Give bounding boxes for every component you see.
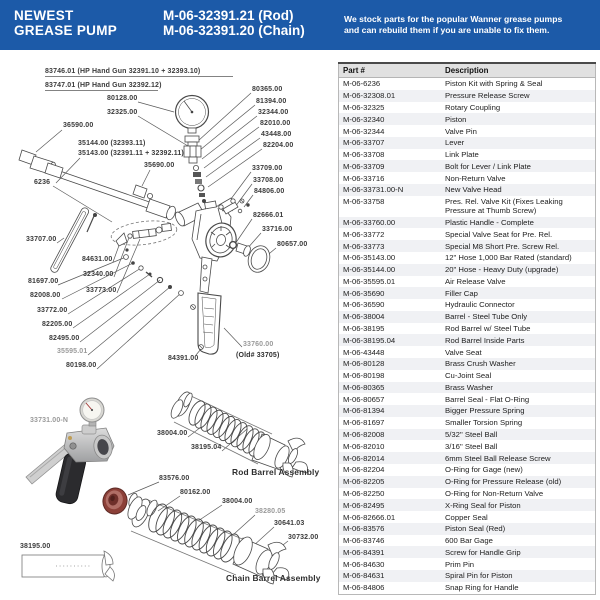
description-cell: Bigger Pressure Spring — [445, 406, 525, 416]
diagram-label: 33773.00 — [86, 287, 117, 294]
part-number-cell: M-06-35143.00 — [343, 253, 396, 263]
description-cell: New Valve Head — [445, 185, 502, 195]
diagram-label: 82008.00 — [30, 292, 61, 299]
description-cell: Piston — [445, 114, 467, 124]
description-cell: O-Ring for Non-Return Valve — [445, 488, 544, 498]
part-number-cell: M-06-81394 — [343, 406, 385, 416]
table-row — [339, 535, 596, 547]
table-row — [339, 452, 596, 464]
part-number-cell: M-06-32344 — [343, 126, 385, 136]
diagram-label: 81697.00 — [28, 278, 59, 285]
part-number-cell: M-06-82666.01 — [343, 512, 396, 522]
part-number-cell: M-06-33772 — [343, 229, 385, 239]
table-row — [339, 417, 596, 429]
brand-title-line1: NEWEST — [14, 8, 74, 23]
diagram-label: 38195.00 — [20, 543, 51, 550]
chain-barrel-art — [125, 492, 289, 584]
plastic-handle-art — [191, 293, 221, 354]
head-seals-art — [230, 242, 274, 275]
table-row — [339, 523, 596, 535]
diagram-label: 35143.00 (32391.11 + 32392.11) — [78, 150, 184, 157]
description-cell: Piston Seal (Red) — [445, 524, 506, 534]
diagram-label: 35690.00 — [144, 162, 175, 169]
part-number-cell: M-06-82010 — [343, 441, 385, 451]
description-cell: Piston Kit with Spring & Seal — [445, 79, 543, 89]
piston-assembly-art — [110, 218, 178, 249]
diagram-label: 33708.00 — [253, 177, 284, 184]
diagram-label: 33760.00 — [243, 341, 274, 348]
small-parts-art — [124, 248, 184, 295]
description-cell: Rod Barrel w/ Steel Tube — [445, 324, 531, 334]
table-row — [339, 546, 596, 558]
part-number-cell: M-06-38195 — [343, 324, 385, 334]
description-cell: Snap Ring for Handle — [445, 583, 519, 593]
column-header: Description — [441, 63, 596, 78]
table-row — [339, 488, 596, 500]
description-cell: X-Ring Seal for Piston — [445, 500, 521, 510]
description-cell: Air Release Valve — [445, 276, 506, 286]
diagram-label: 84806.00 — [254, 188, 285, 195]
description-cell: 5/32" Steel Ball — [445, 430, 498, 440]
diagram-label: 32344.00 — [258, 109, 289, 116]
description-cell: Plastic Handle - Complete — [445, 217, 534, 227]
diagram-label: 33707.00 — [26, 236, 57, 243]
part-number-cell: M-06-38004 — [343, 312, 385, 322]
part-number-cell: M-06-82008 — [343, 430, 385, 440]
diagram-label: 38004.00 — [157, 430, 188, 437]
diagram-label: 30641.03 — [274, 520, 305, 527]
table-row — [339, 287, 596, 299]
diagram-label: Rod Barrel Assembly — [232, 467, 320, 477]
description-cell: 3/16" Steel Ball — [445, 441, 498, 451]
table-row — [339, 464, 596, 476]
table-row — [339, 102, 596, 114]
diagram-label: 84391.00 — [168, 355, 199, 362]
description-cell: Link Plate — [445, 150, 479, 160]
stock-note-line2: and can rebuild them if you are unable to fix them. — [344, 25, 550, 35]
diagram-label: 6236 — [34, 179, 51, 186]
brand-title-line2: GREASE PUMP — [14, 23, 118, 38]
diagram-label: 82010.00 — [260, 120, 291, 127]
diagram-label: 33731.00-N — [30, 417, 69, 424]
table-row — [339, 172, 596, 184]
part-number-cell: M-06-33708 — [343, 150, 385, 160]
diagram-label: Chain Barrel Assembly — [226, 573, 321, 583]
description-cell: Copper Seal — [445, 512, 488, 522]
diagram-label: 83576.00 — [159, 475, 190, 482]
diagram-label: 32340.00 — [83, 271, 114, 278]
part-number-cell: M-06-35144.00 — [343, 265, 396, 275]
model-number-chain: M-06-32391.20 (Chain) — [163, 23, 305, 38]
stock-note-line1: We stock parts for the popular Wanner grease pumps — [344, 14, 563, 24]
part-number-cell: M-06-33758 — [343, 197, 385, 207]
model-number-rod: M-06-32391.21 (Rod) — [163, 8, 294, 23]
table-row — [339, 370, 596, 382]
table-row — [339, 78, 596, 90]
part-number-cell: M-06-82014 — [343, 453, 385, 463]
description-cell: Brass Crush Washer — [445, 359, 516, 369]
description-cell: Prim Pin — [445, 559, 475, 569]
diagram-label: 38004.00 — [222, 498, 253, 505]
diagram-label: 80162.00 — [180, 489, 211, 496]
diagram-label: 35144.00 (32393.11) — [78, 140, 146, 147]
diagram-label: 83747.01 (HP Hand Gun 32392.12) — [45, 82, 162, 89]
diagram-label: 35595.01 — [57, 348, 88, 355]
description-cell: 20" Hose - Heavy Duty (upgrade) — [445, 265, 559, 275]
part-number-cell: M-06-82205 — [343, 477, 385, 487]
diagram-label: 82666.01 — [253, 212, 284, 219]
diagram-label: 83746.01 (HP Hand Gun 32391.10 + 32393.10) — [45, 68, 201, 75]
part-number-cell: M-06-36590 — [343, 300, 385, 310]
description-cell: Bolt for Lever / Link Plate — [445, 161, 531, 171]
table-row — [339, 393, 596, 405]
diagram-label: 33716.00 — [262, 226, 293, 233]
table-row — [339, 137, 596, 149]
description-cell: O-Ring for Pressure Release (old) — [445, 477, 562, 487]
description-cell: Cu-Joint Seal — [445, 371, 492, 381]
column-header: Part # — [339, 63, 442, 78]
description-cell: Pres. Rel. Valve Kit (Fixes Leaking Pressure at Thumb Screw) — [445, 197, 563, 216]
part-number-cell: M-06-82250 — [343, 488, 385, 498]
diagram-label: 30732.00 — [288, 534, 319, 541]
diagram-label: 43448.00 — [261, 131, 292, 138]
handgun-photo-art — [26, 398, 114, 505]
table-row — [339, 570, 596, 582]
part-number-cell: M-06-84806 — [343, 583, 385, 593]
description-cell: Spiral Pin for Piston — [445, 571, 513, 581]
description-cell: 6mm Steel Ball Release Screw — [445, 453, 551, 463]
table-row — [339, 405, 596, 417]
diagram-label: 36590.00 — [63, 122, 94, 129]
diagram-label: 80128.00 — [107, 95, 138, 102]
parts-table-head — [339, 63, 596, 78]
diagram-label: 33709.00 — [252, 165, 283, 172]
description-cell: Special Valve Seat for Pre. Rel. — [445, 229, 553, 239]
description-cell: Smaller Torsion Spring — [445, 418, 523, 428]
part-number-cell: M-06-33731.00-N — [343, 185, 404, 195]
part-number-cell: M-06-33716 — [343, 173, 385, 183]
part-number-cell: M-06-80198 — [343, 371, 385, 381]
table-row — [339, 228, 596, 240]
part-number-cell: M-06-80128 — [343, 359, 385, 369]
description-cell: Rotary Coupling — [445, 102, 501, 112]
rod-barrel-art — [169, 390, 308, 477]
part-number-cell: M-06-33707 — [343, 138, 385, 148]
part-number-cell: M-06-43448 — [343, 347, 385, 357]
part-number-cell: M-06-84631 — [343, 571, 385, 581]
description-cell: Pressure Release Screw — [445, 91, 530, 101]
part-number-cell: M-06-84630 — [343, 559, 385, 569]
diagram-label: 80365.00 — [252, 86, 283, 93]
diagram-label: 38195.04 — [191, 444, 222, 451]
parts-table — [338, 62, 596, 595]
plain-barrel-art — [22, 551, 114, 581]
description-cell: Non-Return Valve — [445, 173, 506, 183]
prim-pin-art — [87, 213, 97, 232]
table-row — [339, 476, 596, 488]
part-number-cell: M-06-82495 — [343, 500, 385, 510]
red-piston-seal-art — [100, 485, 130, 516]
description-cell: Valve Pin — [445, 126, 477, 136]
part-number-cell: M-06-32308.01 — [343, 91, 396, 101]
table-row — [339, 90, 596, 102]
part-number-cell: M-06-38195.04 — [343, 335, 396, 345]
part-number-cell: M-06-6236 — [343, 79, 381, 89]
table-row — [339, 276, 596, 288]
part-number-cell: M-06-84391 — [343, 547, 385, 557]
part-number-cell: M-06-83746 — [343, 536, 385, 546]
description-cell: Lever — [445, 138, 465, 148]
diagram-label: 38280.05 — [255, 508, 286, 515]
part-number-cell: M-06-80365 — [343, 382, 385, 392]
table-row — [339, 299, 596, 311]
filler-cap-art — [133, 185, 153, 199]
diagram-label: 84631.00 — [82, 256, 113, 263]
description-cell: Rod Barrel Inside Parts — [445, 335, 525, 345]
description-cell: Filler Cap — [445, 288, 478, 298]
diagram-label: 82205.00 — [42, 321, 73, 328]
part-number-cell: M-06-80657 — [343, 394, 385, 404]
part-number-cell: M-06-33773 — [343, 241, 385, 251]
table-row — [339, 240, 596, 252]
table-row — [339, 113, 596, 125]
header-row — [339, 63, 596, 78]
table-row — [339, 184, 596, 196]
table-row — [339, 499, 596, 511]
diagram-label: 80657.00 — [277, 241, 308, 248]
hose-art — [45, 163, 177, 221]
table-row — [339, 358, 596, 370]
table-row — [339, 382, 596, 394]
part-number-cell: M-06-32340 — [343, 114, 385, 124]
pressure-gauge-art — [176, 96, 209, 164]
table-row — [339, 323, 596, 335]
description-cell: Hydraulic Connector — [445, 300, 515, 310]
description-cell: 12" Hose 1,000 Bar Rated (standard) — [445, 253, 572, 263]
part-number-cell: M-06-81697 — [343, 418, 385, 428]
diagram-label: 80198.00 — [66, 362, 97, 369]
diagram-label: (Old# 33705) — [236, 352, 280, 359]
description-cell: 600 Bar Gage — [445, 536, 493, 546]
description-cell: Brass Washer — [445, 382, 493, 392]
part-number-cell: M-06-35690 — [343, 288, 385, 298]
table-row — [339, 511, 596, 523]
part-number-cell: M-06-83576 — [343, 524, 385, 534]
description-cell: Special M8 Short Pre. Screw Rel. — [445, 241, 560, 251]
diagram-label: 82495.00 — [49, 335, 80, 342]
table-row — [339, 252, 596, 264]
table-row — [339, 311, 596, 323]
table-row — [339, 125, 596, 137]
table-row — [339, 558, 596, 570]
part-number-cell: M-06-33709 — [343, 161, 385, 171]
description-cell: Screw for Handle Grip — [445, 547, 521, 557]
table-row — [339, 334, 596, 346]
lever-art — [49, 207, 89, 274]
description-cell: O-Ring for Gage (new) — [445, 465, 523, 475]
diagram-label: 32325.00 — [107, 109, 138, 116]
part-number-cell: M-06-33760.00 — [343, 217, 396, 227]
table-row — [339, 582, 596, 594]
part-number-cell: M-06-35595.01 — [343, 276, 396, 286]
table-row — [339, 440, 596, 452]
table-row — [339, 429, 596, 441]
description-cell: Valve Seat — [445, 347, 482, 357]
table-row — [339, 217, 596, 229]
description-cell: Barrel - Steel Tube Only — [445, 312, 528, 322]
part-number-cell: M-06-32325 — [343, 102, 385, 112]
table-row — [339, 346, 596, 358]
table-row — [339, 196, 596, 217]
part-number-cell: M-06-82204 — [343, 465, 385, 475]
diagram-label: 82204.00 — [263, 142, 294, 149]
diagram-label: 81394.00 — [256, 98, 287, 105]
parts-table-body — [339, 78, 596, 595]
description-cell: Barrel Seal - Flat O-Ring — [445, 394, 530, 404]
table-row — [339, 160, 596, 172]
diagram-label: 33772.00 — [37, 307, 68, 314]
table-row — [339, 149, 596, 161]
table-row — [339, 264, 596, 276]
